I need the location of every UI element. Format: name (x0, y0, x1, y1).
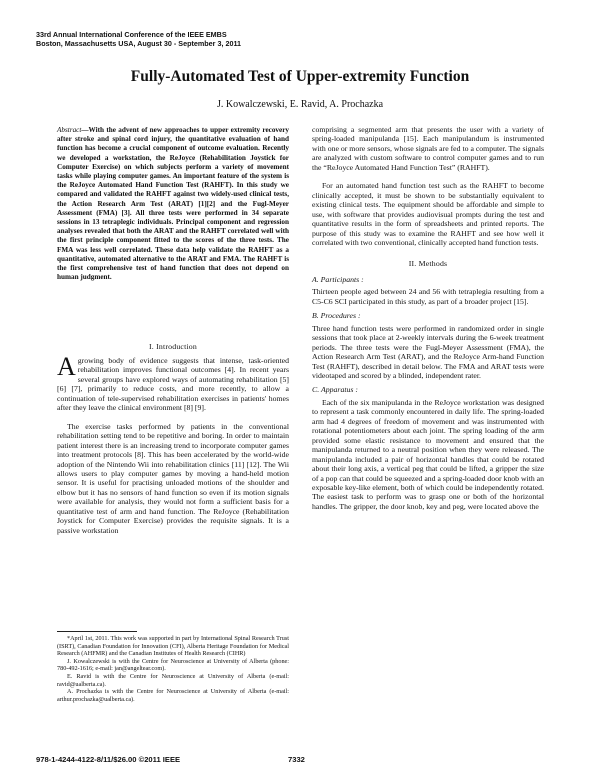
participants-text: Thirteen people aged between 24 and 56 with tetraplegia resulting from a C5-C6 SCI participated in this study, as part of a broader project [15]. (312, 287, 544, 306)
page-number: 7332 (288, 755, 305, 764)
intro-paragraph-1 (57, 352, 289, 413)
abstract-lead: Abstract (57, 126, 82, 134)
apparatus-text: Each of the six manipulanda in the ReJoyce workstation was designed to represent a task commonly encountered in daily life. The spring-loaded arm had 4 degrees of freedom of movement and was instrumented with rotational potentiometers about each joint. The spring loading of the arm provided some elastic resistance to movement and ensured that the manipulanda returned to a neutral position when they were released. The manipulanda included a pair of horizontal handles that could be rotated about their long axis, a vertical peg that could be lifted, a gripper the size of a pop can that could be squeezed and a spring-loaded door knob with an exposable key-like element, both of which could be independently rotated. The easiest task to perform was to grasp one or both of the horizontal handles. The gripper, the door knob, key and peg, were located above the (312, 397, 544, 511)
intro-paragraph-1-text: growing body of evidence suggests that intense, task-oriented rehabilitation improves functional outcomes [4]. In recent years several groups have explored ways of automating rehabilitation [5] [6] [7], primarily to reduce costs, and more recently, to allow a continuation of tele-supervised rehabilitation exercises in patients' homes after they leave the clinical environment [8] [9]. (57, 356, 289, 413)
conference-line-2: Boston, Massachusetts USA, August 30 - September 3, 2011 (36, 39, 242, 48)
intro-paragraph-2: The exercise tasks performed by patients in the conventional rehabilitation setting tend to be repetitive and boring. In order to maintain patient interest there is an increasing trend to incorporate computer games into treatment protocols [8]. This has been accelerated by the world-wide adoption of the Nintendo Wii into rehabilitation clinics [11] [12]. The Wii allows users to play computer games by moving a hand-held motion sensor. It is useful for practising unloaded motions of the shoulder and elbow but it has no sensors of hand function so even if its motion signals were available for analysis, they would not form a sufficient basis for a quantitative test of arm and hand function. The ReJoyce (Rehabilitation Joystick for Computer Exercise) provides the requisite signals. It is a passive workstation (57, 421, 289, 535)
footnote-funding: *April 1st, 2011. This work was supported in part by International Spinal Research Trust (ISRT), Canadian Foundation for Innovation (CFI), Alberta Heritage Foundation for Medical Research (AHFMR) and the Canadian Institutes of Health Research (CIHR) (57, 635, 289, 658)
intro-heading: I. Introduction (148, 342, 198, 351)
author-list: J. Kowalczewski, E. Ravid, A. Prochazka (216, 99, 384, 110)
procedures-heading: B. Procedures : (312, 311, 361, 321)
intro-paragraph-3: comprising a segmented arm that presents the user with a variety of spring-loaded manipulanda [15]. Each manipulandum is instrumented with one or more sensors, whose signals are fed to a computer. The signals are analyzed with custom software to control computer games and to run the “ReJoyce Automated Hand Function Test” (RAHFT). (312, 125, 544, 172)
intro-section (57, 352, 289, 535)
drop-cap: A (57, 352, 76, 381)
abstract-text: —With the advent of new approaches to upper extremity recovery after stroke and spinal cord injury, the quantitative evaluation of hand function has become a crucial component of outcome evaluation. Recently we developed a workstation, the ReJoyce (Rehabilitation Joystick for Computer Exercise) on which subjects perform a variety of movement tasks while playing computer games. An important feature of the system is the ReJoyce Automated Hand Function Test (RAHFT). In this study we compared and validated the RAHFT against two widely-used clinical tests, the Action Research Arm Test (ARAT) [1][2] and the Fugl-Meyer Assessment (FMA) [3]. All three tests were performed in 34 separate sessions in 13 tetraplegic individuals. Principal component and regression analyses revealed that both the ARAT and the RAHFT correlated well with the first principle component fitted to the scores of the three tests. The FMA was less well correlated. These data help validate the RAHFT as a quantitative, automated alternative to the ARAT and FMA. The RAHFT is the first comprehensive test of hand function that does not depend on human judgment. (57, 126, 289, 282)
intro-paragraph-4: For an automated hand function test such as the RAHFT to become clinically accepted, it must be shown to be substantially equivalent to existing clinical tests. The equipment should be affordable and simple to use, with software that provides audiovisual prompts during the test and quantitative results in the form of spreadsheets and printed reports. The purpose of this study was to examine the RAHFT and see how well it correlated with two conventional, clinically accepted hand function tests. (312, 181, 544, 247)
apparatus-heading: C. Apparatus : (312, 385, 358, 395)
conference-line-1: 33rd Annual International Conference of the IEEE EMBS (36, 30, 227, 39)
footnote-author-1: J. Kowalczewski is with the Centre for Neuroscience at University of Alberta (phone: 780-492-1616; e-mail: jan@angeltear.com). (57, 657, 289, 673)
abstract (57, 126, 289, 282)
footnotes (57, 635, 289, 703)
participants-heading: A. Participants : (312, 274, 364, 284)
paper-title: Fully-Automated Test of Upper-extremity Function (130, 68, 470, 85)
conference-header (36, 30, 241, 48)
procedures-text: Three hand function tests were performed in randomized order in single sessions that took place at 2-weekly intervals during the 6-week treatment periods. The three tests were the Fugl-Meyer Assessment (FMA), the Action Research Arm Test (ARAT), and the ReJoyce Arm-hand Function Test (RAHFT), described in detail below. The FMA and ARAT tests were videotaped and scored by a blinded, independent rater. (312, 323, 544, 380)
methods-heading: II. Methods (408, 259, 448, 269)
footnote-author-3: A. Prochazka is with the Centre for Neuroscience at University of Alberta (e-mail: arthur.prochazka@ualberta.ca). (57, 688, 289, 703)
footnote-author-2: E. Ravid is with the Centre for Neuroscience at University of Alberta (e-mail: ravid@ualberta.ca). (57, 672, 289, 688)
right-column (312, 125, 544, 511)
footnote-rule (57, 631, 137, 632)
isbn-footer: 978-1-4244-4122-8/11/$26.00 ©2011 IEEE (36, 755, 181, 764)
